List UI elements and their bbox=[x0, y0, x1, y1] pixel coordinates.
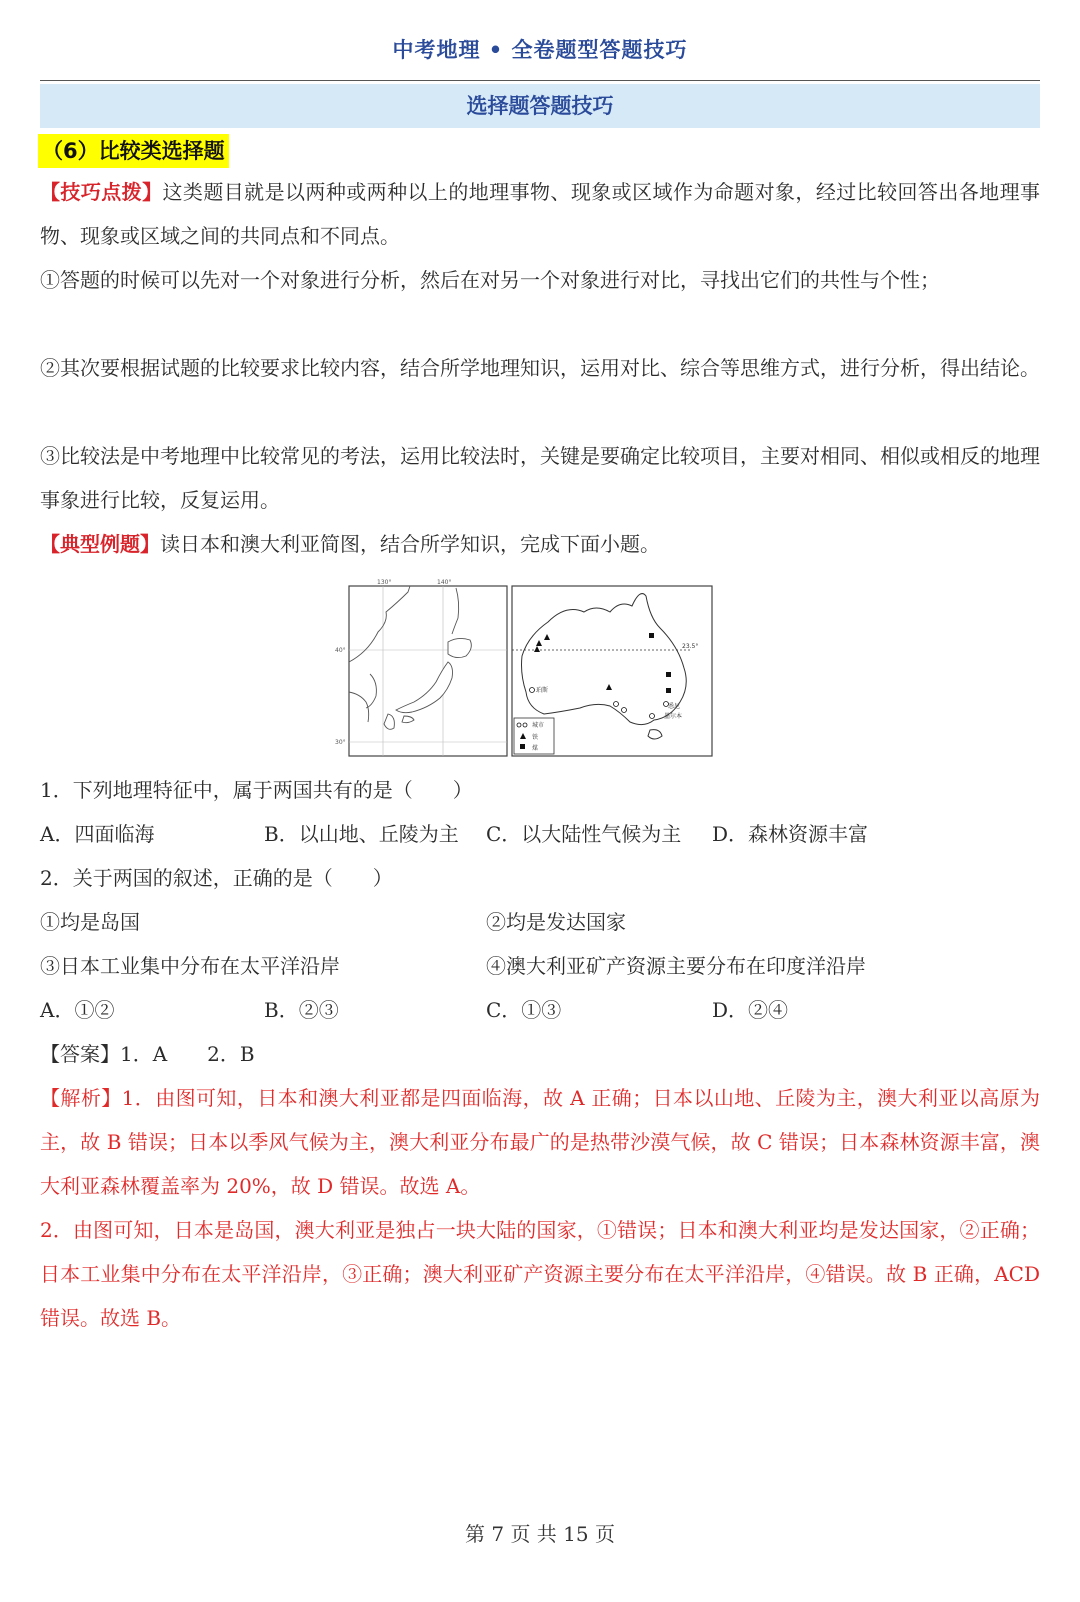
question-1-option-d: D．森林资源丰富 bbox=[712, 822, 869, 846]
document-header-title: 中考地理 • 全卷题型答题技巧 bbox=[392, 38, 688, 62]
question-1-stem: 1．下列地理特征中，属于两国共有的是（ ） bbox=[40, 778, 473, 802]
map-legend bbox=[514, 718, 554, 754]
city-melbourne-icon bbox=[650, 714, 655, 719]
city-perth-icon bbox=[530, 688, 535, 693]
example-paragraph bbox=[40, 522, 1040, 566]
answer-line bbox=[40, 1032, 255, 1076]
city-melbourne-label: 墨尔本 bbox=[664, 713, 683, 720]
question-2-option-c: C．①③ bbox=[486, 998, 562, 1022]
answer-text: 1．A 2．B bbox=[120, 1042, 255, 1066]
japan-map bbox=[335, 579, 507, 756]
subsection-title: （6）比较类选择题 bbox=[38, 134, 229, 168]
page-number: 第 7 页 共 15 页 bbox=[465, 1522, 615, 1546]
answer-tag: 【答案】 bbox=[40, 1042, 120, 1066]
tips-point-3: ③比较法是中考地理中比较常见的考法，运用比较法时，关键是要确定比较项目，主要对相同、相似或相反的地理事象进行比较，反复运用。 bbox=[40, 444, 1040, 512]
city-icon bbox=[614, 702, 619, 707]
question-2-stem: 2．关于两国的叙述，正确的是（ ） bbox=[40, 866, 393, 890]
question-2-statement-3: ③日本工业集中分布在太平洋沿岸 bbox=[40, 954, 340, 978]
example-tag: 【典型例题】 bbox=[40, 532, 160, 556]
city-perth-label: 珀斯 bbox=[536, 687, 549, 694]
tips-tag: 【技巧点拨】 bbox=[40, 180, 163, 204]
coal-mine-icon bbox=[649, 633, 654, 638]
tips-point-2: ②其次要根据试题的比较要求比较内容，结合所学地理知识，运用对比、综合等思维方式，进行分析，得出结论。 bbox=[40, 356, 1040, 380]
japan-lat-40-label: 40° bbox=[335, 647, 346, 654]
legend-iron-label: 铁 bbox=[532, 734, 539, 741]
tips-intro-paragraph bbox=[40, 170, 1040, 258]
question-2-option-b: B．②③ bbox=[264, 998, 339, 1022]
analysis-tag: 【解析】 bbox=[40, 1086, 122, 1110]
analysis-text-1: 1．由图可知，日本和澳大利亚都是四面临海，故 A 正确；日本以山地、丘陵为主，澳大利亚以高原为主，故 B 错误；日本以季风气候为主，澳大利亚分布最广的是热带沙漠气候，故 C 错误；日本森林资源丰富，澳大利亚森林覆盖率为 20%，故 D 错误。故选 A。 bbox=[40, 1086, 1041, 1198]
tropic-label: 23.5° bbox=[682, 643, 699, 650]
question-2-option-a: A．①② bbox=[40, 998, 115, 1022]
japan-lon-130-label: 130° bbox=[377, 579, 392, 586]
tips-intro-text: 这类题目就是以两种或两种以上的地理事物、现象或区域作为命题对象，经过比较回答出各地理事物、现象或区域之间的共同点和不同点。 bbox=[40, 180, 1040, 248]
section-banner: 选择题答题技巧 bbox=[40, 84, 1040, 128]
question-2-statement-2: ②均是发达国家 bbox=[486, 910, 626, 934]
question-1-option-a: A．四面临海 bbox=[40, 822, 155, 846]
australia-map bbox=[512, 586, 712, 756]
question-2-statement-4: ④澳大利亚矿产资源主要分布在印度洋沿岸 bbox=[486, 954, 866, 978]
japan-lon-140-label: 140° bbox=[437, 579, 452, 586]
example-text: 读日本和澳大利亚简图，结合所学知识，完成下面小题。 bbox=[160, 532, 660, 556]
analysis-paragraph-2: 2．由图可知，日本是岛国，澳大利亚是独占一块大陆的国家，①错误；日本和澳大利亚均是发达国家，②正确；日本工业集中分布在太平洋沿岸，③正确；澳大利亚矿产资源主要分布在太平洋沿岸，④错误。故 B 正确，ACD 错误。故选 B。 bbox=[40, 1218, 1040, 1330]
legend-coal-label: 煤 bbox=[532, 745, 539, 752]
tips-point-1: ①答题的时候可以先对一个对象进行分析，然后在对另一个对象进行对比，寻找出它们的共性与个性； bbox=[40, 268, 940, 292]
question-2-option-d: D．②④ bbox=[712, 998, 789, 1022]
japan-lat-30-label: 30° bbox=[335, 739, 346, 746]
city-icon bbox=[622, 708, 627, 713]
question-2-statement-1: ①均是岛国 bbox=[40, 910, 140, 934]
question-1-option-b: B．以山地、丘陵为主 bbox=[264, 822, 459, 846]
coal-mine-icon bbox=[666, 688, 671, 693]
header-divider bbox=[40, 80, 1040, 81]
map-figure bbox=[335, 579, 714, 768]
coal-mine-icon bbox=[666, 672, 671, 677]
city-sydney-label: 悉尼 bbox=[668, 703, 681, 710]
legend-city-label: 城市 bbox=[532, 722, 545, 729]
analysis-paragraph-1 bbox=[40, 1076, 1040, 1208]
question-1-option-c: C．以大陆性气候为主 bbox=[486, 822, 682, 846]
